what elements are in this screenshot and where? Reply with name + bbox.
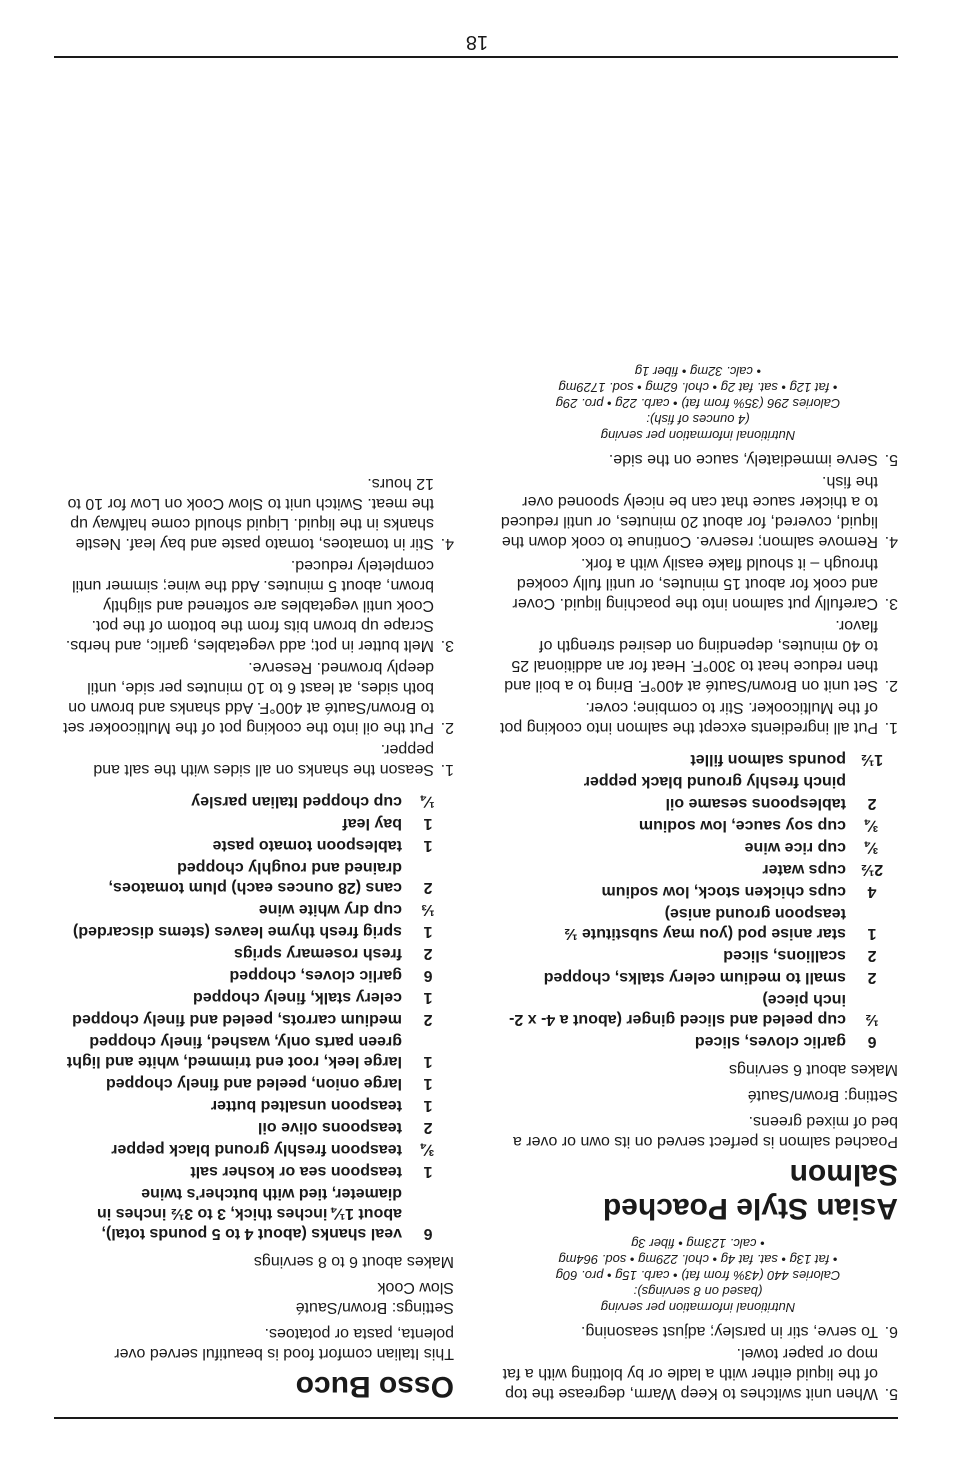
left-column bbox=[498, 353, 898, 1403]
top-rule bbox=[54, 1417, 898, 1419]
ingredient-row: 2 medium carrots, peeled and finely chopped bbox=[72, 1011, 433, 1028]
osso-buco-step: 2. Put the oil into the cooking pot of the Multicooker set to Brown/Sauté at 400°F. Add shanks and brown on both sides, at least 6 to 10 minutes per side, until deeply browned. Reserve. bbox=[63, 659, 454, 736]
salmon-nutrition: Nutritional information per serving (4 ounces of fish): Calories 296 (35% from fat) • carb. 22g • pro. 29g • fat 12g • sat. fat 2g • chol. 62mg • sod. 1729mg • calc. 32mg • fiber 1g bbox=[555, 364, 841, 443]
ingredient-row: 1 large leek, root end trimmed, white and light green parts only, washed, finely chopped bbox=[66, 1033, 433, 1070]
ingredient-row: 2 teaspoons olive oil bbox=[257, 1119, 433, 1136]
ingredient-row: 1 large onion, peeled and finely chopped bbox=[105, 1075, 433, 1092]
osso-buco-step-5: 5. When unit switches to Keep Warm, degrease the top of the liquid either with a ladle or by blotting with a fat mop or paper towel. bbox=[502, 1345, 898, 1402]
ingredient-row: 1 tablespoon tomato paste bbox=[212, 837, 433, 854]
ingredient-row: 2 small to medium celery stalks, chopped bbox=[543, 969, 877, 986]
ingredient-row: 1 teaspoon sea or kosher salt bbox=[190, 1163, 433, 1180]
osso-buco-servings: Makes about 6 to 8 servings bbox=[253, 1253, 454, 1270]
ingredient-row: 2½ cups water bbox=[762, 861, 884, 878]
salmon-step: 5. Serve immediately, sauce on the side. bbox=[608, 451, 898, 468]
osso-buco-settings: Settings: Brown/Sauté Slow Cook bbox=[295, 1279, 454, 1316]
salmon-setting: Setting: Brown/Sauté bbox=[747, 1087, 898, 1104]
page-number: 18 bbox=[465, 31, 489, 53]
osso-buco-title: Osso Buco bbox=[295, 1370, 454, 1403]
ingredient-row: 1 bay leaf bbox=[342, 815, 433, 832]
osso-buco-step-6: 6. To serve, stir in parsley; adjust seasoning. bbox=[580, 1323, 898, 1340]
ingredient-row: ¾ cup soy sauce, low sodium bbox=[638, 817, 879, 834]
salmon-servings: Makes about 6 servings bbox=[729, 1061, 898, 1078]
ingredient-row: 1½ pounds salmon fillet bbox=[690, 751, 884, 768]
ingredient-row: ½ cup peeled and sliced ginger (about a 4- x 2-inch piece) bbox=[509, 991, 879, 1028]
ingredient-row: ⅓ cup dry white wine bbox=[258, 901, 435, 918]
ingredient-row: 1 teaspoon unsalted butter bbox=[210, 1097, 433, 1114]
osso-buco-step: 3. Melt butter in pot; add vegetables, garlic, and herbs. Scrape up brown bits from the bottom of the pot. Cook until vegetables are softened and slightly brown, about 5 minutes. Add the wine; simmer until completely reduced. bbox=[65, 557, 454, 654]
ingredient-row: 6 veal shanks (about 4 to 5 pounds total), about 1¼ inches thick, 3 to 3½ inches in diameter, tied with butcher's twine bbox=[97, 1185, 433, 1242]
salmon-step: 2. Set unit on Brown/Sauté at 400°F. Bring to a boil and then reduce heat to 300°F. Heat for an additional 25 to 40 minutes, depending on desired strength of flavor. bbox=[504, 617, 898, 694]
ingredient-row: 6 garlic cloves, chopped bbox=[229, 967, 433, 984]
ingredient-row: pinch freshly ground black pepper bbox=[583, 773, 846, 790]
ingredient-row: ¾ teaspoon freshly ground black pepper bbox=[111, 1141, 435, 1158]
ingredient-row: 2 cans (28 ounces each) plum tomatoes, drained and roughly chopped bbox=[108, 859, 433, 896]
salmon-title: Asian Style Poached Salmon bbox=[602, 1158, 898, 1225]
osso-buco-step: 4. Stir in tomatoes, tomato paste and bay leaf. Nestle shanks in the liquid. Liquid should come halfway up the meat. Switch unit to Slow Cook on Low for 10 to 12 hours. bbox=[67, 475, 454, 552]
ingredient-row: 1 sprig fresh thyme leaves (stems discarded) bbox=[72, 923, 433, 940]
ingredient-row: 2 scallions, sliced bbox=[723, 947, 877, 964]
salmon-step: 3. Carefully put salmon into the poaching liquid. Cover and cook for about 15 minutes, or until fully cooked through – it should flake easily with a fork. bbox=[512, 555, 898, 612]
osso-buco-intro: This Italian comfort food is beautiful served over polenta, pasta or potatoes. bbox=[114, 1325, 454, 1362]
osso-buco-nutrition: Nutritional information per serving (based on 8 servings): Calories 440 (43% from fat) • carb. 15g • pro. 60g • fat 13g • sat. fat 4g • chol. 229mg • sod. 964mg • calc. 123mg • fiber 3g bbox=[555, 1236, 841, 1315]
bottom-rule bbox=[54, 56, 898, 58]
right-column bbox=[54, 471, 454, 1403]
ingredient-row: 2 fresh rosemary sprigs bbox=[233, 945, 433, 962]
ingredient-row: 1 celery stalk, finely chopped bbox=[193, 989, 433, 1006]
ingredient-row: ¾ cup rice wine bbox=[744, 839, 879, 856]
ingredient-row: ¼ cup chopped Italian parsley bbox=[191, 793, 435, 810]
salmon-intro: Poached salmon is perfect served on its own or over a bed of mixed greens. bbox=[512, 1113, 898, 1150]
salmon-step: 4. Remove salmon; reserve. Continue to cook down the liquid, covered, for about 20 minutes, or until reduced to a thicker sauce that can be nicely spooned over the fish. bbox=[500, 473, 898, 550]
ingredient-row: 1 star anise pod (you may substitute ½ teaspoon ground anise) bbox=[564, 905, 877, 942]
ingredient-row: 4 cups chicken stock, low sodium bbox=[601, 883, 877, 900]
ingredient-row: 6 garlic cloves, sliced bbox=[694, 1033, 877, 1050]
ingredient-row: 2 tablespoons sesame oil bbox=[665, 795, 877, 812]
salmon-step: 1. Put all ingredients except the salmon into cooking pot of the Multicooker. Stir to combine; cover. bbox=[499, 699, 898, 736]
osso-buco-step: 1. Season the shanks on all sides with the salt and pepper. bbox=[93, 741, 454, 778]
